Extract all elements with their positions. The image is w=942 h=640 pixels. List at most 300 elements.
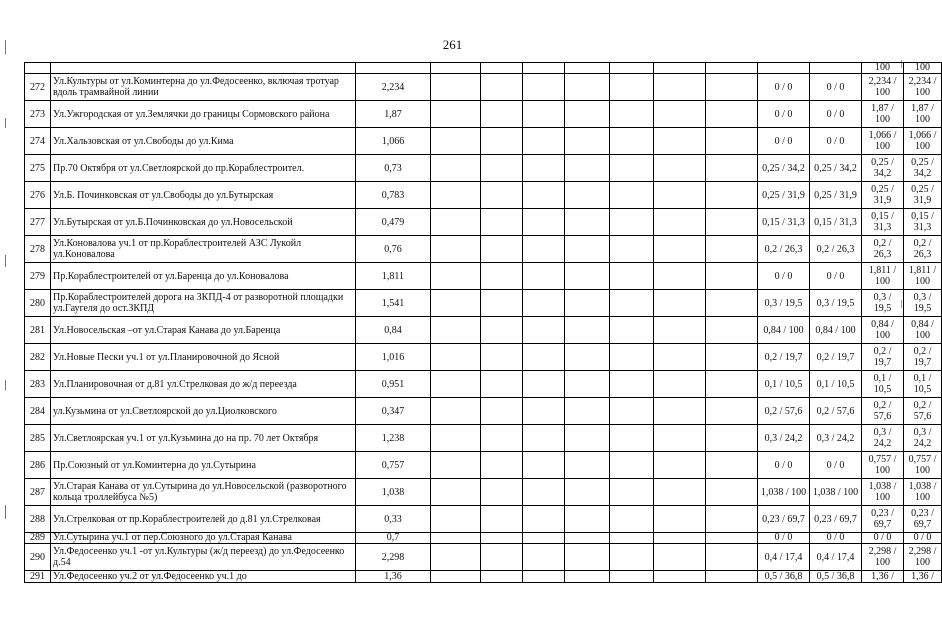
empty-cell bbox=[706, 236, 758, 263]
table-row bbox=[25, 479, 942, 506]
row-number: 290 bbox=[25, 544, 51, 571]
empty-cell bbox=[706, 398, 758, 425]
road-name: Ул.Федосеенко уч.2 от ул.Федосеенко уч.1 до bbox=[51, 571, 356, 583]
empty-cell bbox=[706, 290, 758, 317]
empty-cell bbox=[431, 317, 481, 344]
road-name: Пр.Союзный от ул.Коминтерна до ул.Сутырина bbox=[51, 452, 356, 479]
empty-cell bbox=[565, 101, 610, 128]
value-cell: 0,25 / 34,2 bbox=[862, 155, 904, 182]
empty-cell bbox=[565, 236, 610, 263]
empty-cell bbox=[654, 344, 706, 371]
value-cell: 0,2 / 57,6 bbox=[904, 398, 942, 425]
header-cell bbox=[25, 63, 51, 74]
road-name: Ул.Светлоярская уч.1 от ул.Кузьмина до на пр. 70 лет Октября bbox=[51, 425, 356, 452]
row-number: 291 bbox=[25, 571, 51, 583]
value-cell: 0,3 / 24,2 bbox=[758, 425, 810, 452]
empty-cell bbox=[431, 236, 481, 263]
empty-cell bbox=[481, 452, 523, 479]
row-number: 284 bbox=[25, 398, 51, 425]
header-cell bbox=[810, 63, 862, 74]
value-cell: 0,2 / 26,3 bbox=[904, 236, 942, 263]
empty-cell bbox=[706, 506, 758, 533]
value-cell: 0,3 / 24,2 bbox=[862, 425, 904, 452]
table-row bbox=[25, 452, 942, 479]
empty-cell bbox=[706, 533, 758, 544]
header-cell bbox=[523, 63, 565, 74]
value-cell: 0,757 / 100 bbox=[862, 452, 904, 479]
empty-cell bbox=[431, 452, 481, 479]
empty-cell bbox=[431, 371, 481, 398]
empty-cell bbox=[565, 209, 610, 236]
value-cell: 1,87 / 100 bbox=[862, 101, 904, 128]
value-cell: 0,15 / 31,3 bbox=[758, 209, 810, 236]
empty-cell bbox=[654, 571, 706, 583]
header-cell bbox=[610, 63, 654, 74]
road-length: 0,73 bbox=[356, 155, 431, 182]
header-cell: 100 bbox=[904, 63, 942, 74]
road-length: 0,33 bbox=[356, 506, 431, 533]
empty-cell bbox=[431, 155, 481, 182]
empty-cell bbox=[610, 155, 654, 182]
empty-cell bbox=[654, 101, 706, 128]
empty-cell bbox=[565, 452, 610, 479]
road-length: 0,757 bbox=[356, 452, 431, 479]
value-cell: 0 / 0 bbox=[810, 452, 862, 479]
empty-cell bbox=[431, 209, 481, 236]
table-row bbox=[25, 155, 942, 182]
row-number: 275 bbox=[25, 155, 51, 182]
road-length: 1,87 bbox=[356, 101, 431, 128]
value-cell: 0 / 0 bbox=[810, 128, 862, 155]
value-cell: 0,2 / 19,7 bbox=[758, 344, 810, 371]
value-cell: 0,2 / 26,3 bbox=[862, 236, 904, 263]
empty-cell bbox=[481, 128, 523, 155]
empty-cell bbox=[706, 317, 758, 344]
road-length: 0,7 bbox=[356, 533, 431, 544]
road-length: 1,238 bbox=[356, 425, 431, 452]
table-row bbox=[25, 544, 942, 571]
empty-cell bbox=[565, 425, 610, 452]
empty-cell bbox=[523, 290, 565, 317]
margin-tick bbox=[5, 380, 6, 390]
table-row bbox=[25, 506, 942, 533]
empty-cell bbox=[565, 398, 610, 425]
empty-cell bbox=[481, 182, 523, 209]
empty-cell bbox=[706, 182, 758, 209]
table-row bbox=[25, 344, 942, 371]
empty-cell bbox=[431, 101, 481, 128]
empty-cell bbox=[431, 344, 481, 371]
value-cell: 0,3 / 19,5 bbox=[904, 290, 942, 317]
value-cell: 0,2 / 57,6 bbox=[810, 398, 862, 425]
road-length: 0,951 bbox=[356, 371, 431, 398]
value-cell: 0 / 0 bbox=[810, 533, 862, 544]
empty-cell bbox=[654, 452, 706, 479]
empty-cell bbox=[610, 344, 654, 371]
empty-cell bbox=[523, 317, 565, 344]
empty-cell bbox=[654, 425, 706, 452]
value-cell: 0,2 / 19,7 bbox=[904, 344, 942, 371]
margin-tick bbox=[5, 255, 6, 267]
road-name: Ул.Ужгородская от ул.Землячки до границы Сормовского района bbox=[51, 101, 356, 128]
row-number: 288 bbox=[25, 506, 51, 533]
road-length: 1,36 bbox=[356, 571, 431, 583]
value-cell: 0 / 0 bbox=[758, 128, 810, 155]
value-cell: 0,23 / 69,7 bbox=[904, 506, 942, 533]
empty-cell bbox=[565, 479, 610, 506]
empty-cell bbox=[481, 155, 523, 182]
value-cell: 0,23 / 69,7 bbox=[862, 506, 904, 533]
value-cell: 0 / 0 bbox=[810, 263, 862, 290]
value-cell: 0,25 / 31,9 bbox=[810, 182, 862, 209]
value-cell: 0 / 0 bbox=[758, 263, 810, 290]
value-cell: 2,234 / 100 bbox=[904, 74, 942, 101]
value-cell: 0 / 0 bbox=[758, 533, 810, 544]
empty-cell bbox=[706, 479, 758, 506]
table-row bbox=[25, 425, 942, 452]
table-row bbox=[25, 290, 942, 317]
empty-cell bbox=[523, 101, 565, 128]
empty-cell bbox=[481, 344, 523, 371]
empty-cell bbox=[523, 533, 565, 544]
value-cell: 0,5 / 36,8 bbox=[810, 571, 862, 583]
empty-cell bbox=[523, 371, 565, 398]
value-cell: 0,15 / 31,3 bbox=[904, 209, 942, 236]
empty-cell bbox=[654, 317, 706, 344]
margin-tick bbox=[5, 118, 6, 128]
value-cell: 0,25 / 34,2 bbox=[810, 155, 862, 182]
empty-cell bbox=[610, 290, 654, 317]
row-number: 289 bbox=[25, 533, 51, 544]
header-cell bbox=[565, 63, 610, 74]
empty-cell bbox=[523, 544, 565, 571]
table-row bbox=[25, 571, 942, 583]
value-cell: 0,84 / 100 bbox=[810, 317, 862, 344]
empty-cell bbox=[706, 452, 758, 479]
table-row bbox=[25, 74, 942, 101]
value-cell: 0,1 / 10,5 bbox=[904, 371, 942, 398]
value-cell: 0,25 / 34,2 bbox=[904, 155, 942, 182]
value-cell: 0,1 / 10,5 bbox=[810, 371, 862, 398]
road-name: Ул.Федосеенко уч.1 -от ул.Культуры (ж/д переезд) до ул.Федосеенко д.54 bbox=[51, 544, 356, 571]
value-cell: 0,757 / 100 bbox=[904, 452, 942, 479]
empty-cell bbox=[523, 209, 565, 236]
empty-cell bbox=[610, 128, 654, 155]
row-number: 276 bbox=[25, 182, 51, 209]
empty-cell bbox=[654, 533, 706, 544]
value-cell: 0,3 / 24,2 bbox=[904, 425, 942, 452]
road-length: 1,541 bbox=[356, 290, 431, 317]
value-cell: 1,038 / 100 bbox=[810, 479, 862, 506]
empty-cell bbox=[523, 452, 565, 479]
value-cell: 0 / 0 bbox=[758, 452, 810, 479]
row-number: 274 bbox=[25, 128, 51, 155]
header-cell bbox=[706, 63, 758, 74]
value-cell: 0,4 / 17,4 bbox=[758, 544, 810, 571]
road-name: Ул.Коновалова уч.1 от пр.Кораблестроителей АЗС Лукойл ул.Коновалова bbox=[51, 236, 356, 263]
road-name: Ул.Хальзовская от ул.Свободы до ул.Кима bbox=[51, 128, 356, 155]
empty-cell bbox=[431, 479, 481, 506]
value-cell: 0 / 0 bbox=[758, 74, 810, 101]
empty-cell bbox=[610, 544, 654, 571]
empty-cell bbox=[610, 317, 654, 344]
road-name: Пр.70 Октября от ул.Светлоярской до пр.Кораблестроител. bbox=[51, 155, 356, 182]
value-cell: 2,234 / 100 bbox=[862, 74, 904, 101]
empty-cell bbox=[481, 236, 523, 263]
empty-cell bbox=[523, 398, 565, 425]
value-cell: 0,84 / 100 bbox=[904, 317, 942, 344]
value-cell: 0,1 / 10,5 bbox=[862, 371, 904, 398]
empty-cell bbox=[431, 425, 481, 452]
table-row bbox=[25, 263, 942, 290]
row-number: 287 bbox=[25, 479, 51, 506]
value-cell: 0,1 / 10,5 bbox=[758, 371, 810, 398]
empty-cell bbox=[431, 398, 481, 425]
road-name: Ул.Культуры от ул.Коминтерна до ул.Федосеенко, включая тротуар вдоль трамвайной линии bbox=[51, 74, 356, 101]
header-cell bbox=[356, 63, 431, 74]
value-cell: 1,066 / 100 bbox=[904, 128, 942, 155]
value-cell: 1,066 / 100 bbox=[862, 128, 904, 155]
empty-cell bbox=[431, 533, 481, 544]
row-number: 285 bbox=[25, 425, 51, 452]
empty-cell bbox=[706, 425, 758, 452]
empty-cell bbox=[565, 571, 610, 583]
value-cell: 0,25 / 31,9 bbox=[904, 182, 942, 209]
value-cell: 0 / 0 bbox=[862, 533, 904, 544]
value-cell: 0,2 / 19,7 bbox=[862, 344, 904, 371]
road-name: Ул.Планировочная от д.81 ул.Стрелковая до ж/д переезда bbox=[51, 371, 356, 398]
value-cell: 1,038 / 100 bbox=[758, 479, 810, 506]
empty-cell bbox=[481, 371, 523, 398]
empty-cell bbox=[565, 182, 610, 209]
value-cell: 1,038 / 100 bbox=[862, 479, 904, 506]
empty-cell bbox=[431, 506, 481, 533]
roads-table bbox=[24, 62, 942, 583]
row-number: 277 bbox=[25, 209, 51, 236]
value-cell: 1,36 / bbox=[904, 571, 942, 583]
road-length: 1,016 bbox=[356, 344, 431, 371]
empty-cell bbox=[610, 571, 654, 583]
table-row bbox=[25, 398, 942, 425]
table-row bbox=[25, 371, 942, 398]
value-cell: 0 / 0 bbox=[810, 101, 862, 128]
empty-cell bbox=[706, 101, 758, 128]
empty-cell bbox=[654, 236, 706, 263]
empty-cell bbox=[431, 544, 481, 571]
table-row bbox=[25, 533, 942, 544]
empty-cell bbox=[481, 209, 523, 236]
value-cell: 0,25 / 31,9 bbox=[862, 182, 904, 209]
value-cell: 1,811 / 100 bbox=[904, 263, 942, 290]
empty-cell bbox=[565, 128, 610, 155]
road-length: 2,234 bbox=[356, 74, 431, 101]
value-cell: 1,038 / 100 bbox=[904, 479, 942, 506]
row-number: 272 bbox=[25, 74, 51, 101]
value-cell: 0,2 / 57,6 bbox=[758, 398, 810, 425]
value-cell: 0,23 / 69,7 bbox=[758, 506, 810, 533]
empty-cell bbox=[565, 533, 610, 544]
empty-cell bbox=[523, 263, 565, 290]
table-row bbox=[25, 209, 942, 236]
empty-cell bbox=[565, 263, 610, 290]
margin-tick bbox=[5, 505, 6, 519]
empty-cell bbox=[654, 506, 706, 533]
empty-cell bbox=[654, 128, 706, 155]
road-name: Ул.Б. Починковская от ул.Свободы до ул.Бутырская bbox=[51, 182, 356, 209]
header-cell bbox=[654, 63, 706, 74]
empty-cell bbox=[610, 101, 654, 128]
empty-cell bbox=[481, 533, 523, 544]
empty-cell bbox=[565, 344, 610, 371]
header-cell bbox=[51, 63, 356, 74]
empty-cell bbox=[481, 425, 523, 452]
empty-cell bbox=[481, 263, 523, 290]
row-number: 281 bbox=[25, 317, 51, 344]
header-cell bbox=[758, 63, 810, 74]
row-number: 283 bbox=[25, 371, 51, 398]
empty-cell bbox=[481, 74, 523, 101]
empty-cell bbox=[706, 74, 758, 101]
road-length: 2,298 bbox=[356, 544, 431, 571]
road-name: Ул.Новосельская –от ул.Старая Канава до ул.Баренца bbox=[51, 317, 356, 344]
table-row bbox=[25, 101, 942, 128]
road-length: 1,066 bbox=[356, 128, 431, 155]
empty-cell bbox=[654, 290, 706, 317]
value-cell: 0,4 / 17,4 bbox=[810, 544, 862, 571]
road-name: Пр.Кораблестроителей дорога на ЗКПД-4 от разворотной площадки ул.Гаугеля до ост.ЗКПД bbox=[51, 290, 356, 317]
value-cell: 1,87 / 100 bbox=[904, 101, 942, 128]
value-cell: 1,811 / 100 bbox=[862, 263, 904, 290]
value-cell: 0,25 / 34,2 bbox=[758, 155, 810, 182]
value-cell: 0,15 / 31,3 bbox=[810, 209, 862, 236]
empty-cell bbox=[523, 182, 565, 209]
value-cell: 0,84 / 100 bbox=[862, 317, 904, 344]
empty-cell bbox=[610, 182, 654, 209]
value-cell: 0,3 / 19,5 bbox=[758, 290, 810, 317]
road-length: 0,84 bbox=[356, 317, 431, 344]
value-cell: 0 / 0 bbox=[758, 101, 810, 128]
header-cell bbox=[431, 63, 481, 74]
empty-cell bbox=[523, 479, 565, 506]
empty-cell bbox=[654, 371, 706, 398]
empty-cell bbox=[706, 128, 758, 155]
value-cell: 0,23 / 69,7 bbox=[810, 506, 862, 533]
empty-cell bbox=[431, 74, 481, 101]
empty-cell bbox=[481, 506, 523, 533]
empty-cell bbox=[565, 317, 610, 344]
row-number: 286 bbox=[25, 452, 51, 479]
row-number: 273 bbox=[25, 101, 51, 128]
value-cell: 0,3 / 24,2 bbox=[810, 425, 862, 452]
value-cell: 2,298 / 100 bbox=[862, 544, 904, 571]
empty-cell bbox=[523, 571, 565, 583]
empty-cell bbox=[610, 74, 654, 101]
empty-cell bbox=[431, 263, 481, 290]
header-cell bbox=[481, 63, 523, 74]
row-number: 282 bbox=[25, 344, 51, 371]
empty-cell bbox=[654, 74, 706, 101]
row-number: 280 bbox=[25, 290, 51, 317]
empty-cell bbox=[523, 425, 565, 452]
empty-cell bbox=[481, 398, 523, 425]
empty-cell bbox=[431, 290, 481, 317]
road-length: 1,811 bbox=[356, 263, 431, 290]
road-name: Ул.Сутырина уч.1 от пер.Союзного до ул.Старая Канава bbox=[51, 533, 356, 544]
empty-cell bbox=[706, 209, 758, 236]
value-cell: 0,25 / 31,9 bbox=[758, 182, 810, 209]
empty-cell bbox=[610, 398, 654, 425]
empty-cell bbox=[431, 128, 481, 155]
page-number: 261 bbox=[442, 37, 463, 52]
empty-cell bbox=[523, 344, 565, 371]
road-name: Ул.Стрелковая от пр.Кораблестроителей до д.81 ул.Стрелковая bbox=[51, 506, 356, 533]
value-cell: 0,84 / 100 bbox=[758, 317, 810, 344]
empty-cell bbox=[481, 544, 523, 571]
value-cell: 0,2 / 19,7 bbox=[810, 344, 862, 371]
road-length: 1,038 bbox=[356, 479, 431, 506]
empty-cell bbox=[523, 155, 565, 182]
empty-cell bbox=[706, 344, 758, 371]
table-body bbox=[25, 63, 942, 583]
empty-cell bbox=[565, 155, 610, 182]
value-cell: 0 / 0 bbox=[904, 533, 942, 544]
value-cell: 1,36 / bbox=[862, 571, 904, 583]
road-name: Ул.Новые Пески уч.1 от ул.Планировочной до Ясной bbox=[51, 344, 356, 371]
value-cell: 0,5 / 36,8 bbox=[758, 571, 810, 583]
row-number: 278 bbox=[25, 236, 51, 263]
empty-cell bbox=[523, 74, 565, 101]
road-name: Пр.Кораблестроителей от ул.Баренца до ул.Коновалова bbox=[51, 263, 356, 290]
empty-cell bbox=[481, 317, 523, 344]
value-cell: 0,15 / 31,3 bbox=[862, 209, 904, 236]
empty-cell bbox=[610, 236, 654, 263]
empty-cell bbox=[610, 371, 654, 398]
empty-cell bbox=[565, 290, 610, 317]
header-continuation-row bbox=[25, 63, 942, 74]
road-name: Ул.Бутырская от ул.Б.Починковская до ул.Новосельской bbox=[51, 209, 356, 236]
empty-cell bbox=[610, 452, 654, 479]
value-cell: 0 / 0 bbox=[810, 74, 862, 101]
road-length: 0,76 bbox=[356, 236, 431, 263]
empty-cell bbox=[706, 263, 758, 290]
empty-cell bbox=[654, 398, 706, 425]
road-length: 0,783 bbox=[356, 182, 431, 209]
empty-cell bbox=[610, 209, 654, 236]
value-cell: 0,3 / 19,5 bbox=[810, 290, 862, 317]
empty-cell bbox=[706, 155, 758, 182]
empty-cell bbox=[654, 155, 706, 182]
empty-cell bbox=[523, 236, 565, 263]
empty-cell bbox=[523, 128, 565, 155]
empty-cell bbox=[706, 571, 758, 583]
empty-cell bbox=[610, 263, 654, 290]
empty-cell bbox=[481, 290, 523, 317]
empty-cell bbox=[523, 506, 565, 533]
empty-cell bbox=[431, 571, 481, 583]
road-length: 0,479 bbox=[356, 209, 431, 236]
empty-cell bbox=[654, 479, 706, 506]
road-length: 0,347 bbox=[356, 398, 431, 425]
table-row bbox=[25, 182, 942, 209]
empty-cell bbox=[481, 571, 523, 583]
empty-cell bbox=[610, 506, 654, 533]
value-cell: 2,298 / 100 bbox=[904, 544, 942, 571]
table-row bbox=[25, 317, 942, 344]
empty-cell bbox=[654, 544, 706, 571]
row-number: 279 bbox=[25, 263, 51, 290]
table-row bbox=[25, 128, 942, 155]
value-cell: 0,2 / 26,3 bbox=[810, 236, 862, 263]
